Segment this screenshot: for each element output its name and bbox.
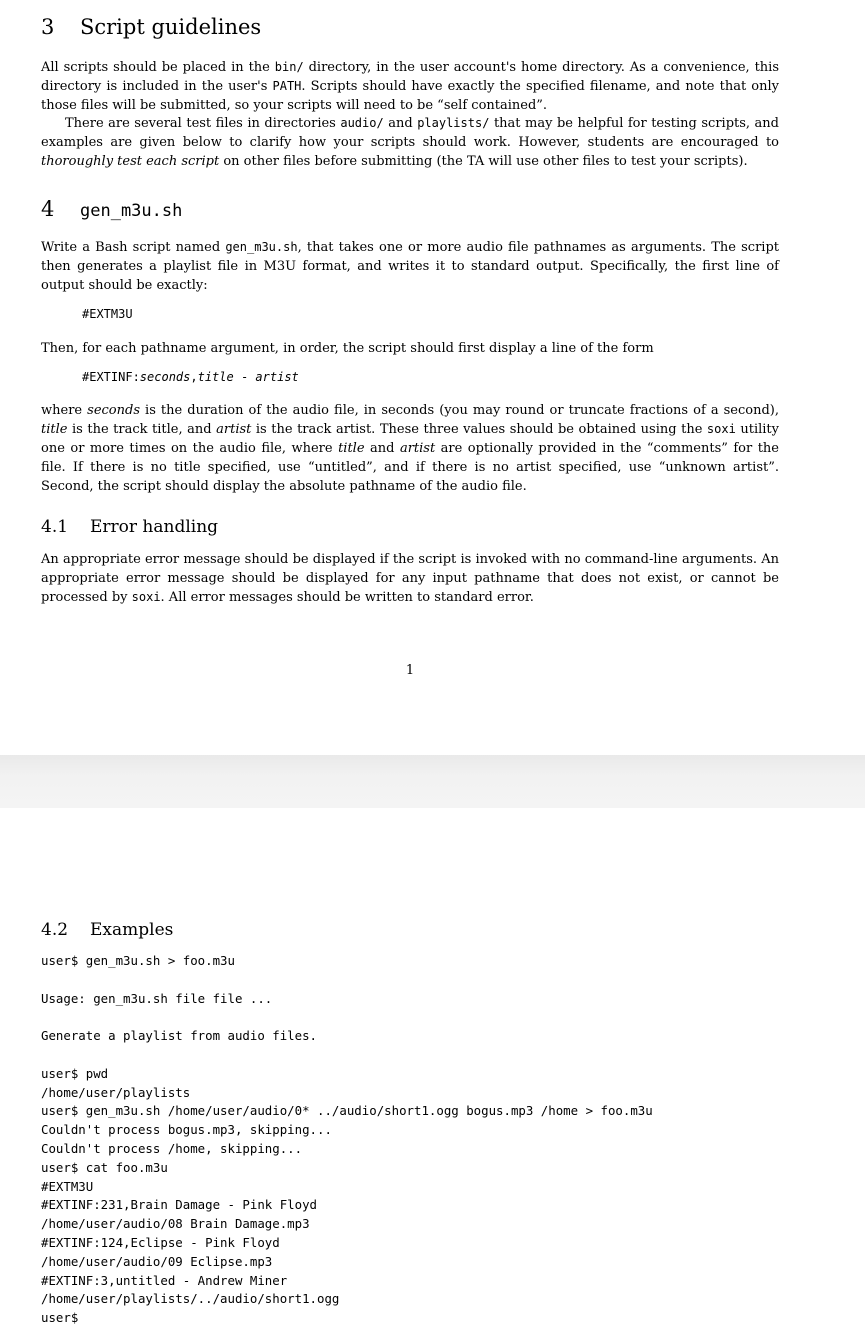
terminal-line: #EXTINF:124,Eclipse - Pink Floyd bbox=[41, 1234, 280, 1250]
terminal-line: /home/user/playlists bbox=[41, 1084, 191, 1100]
terminal-line: Usage: gen_m3u.sh file file ... bbox=[41, 990, 273, 1006]
text-run: , that takes one or more audio file pathnames as arguments. The script then generates a playlist file in M3U format, and writes it to standard output. Specifically, the first line of output should be exactly: bbox=[41, 240, 779, 293]
terminal-line: Couldn't process bogus.mp3, skipping... bbox=[41, 1122, 332, 1138]
emphasis-run: seconds bbox=[87, 403, 140, 418]
placeholder-title: title bbox=[197, 370, 234, 384]
document-page-2 bbox=[0, 808, 865, 1341]
terminal-line: Generate a playlist from audio files. bbox=[41, 1028, 318, 1044]
text-run: and bbox=[383, 116, 418, 131]
code-run: soxi bbox=[706, 422, 736, 436]
script-guidelines-paragraph-2 bbox=[41, 114, 779, 171]
section-4-1-heading bbox=[41, 517, 218, 537]
section-3-heading bbox=[41, 15, 261, 39]
code-run: - bbox=[233, 370, 256, 384]
code-run: gen_m3u.sh bbox=[225, 240, 298, 254]
section-title: Error handling bbox=[90, 517, 219, 537]
terminal-line: user$ bbox=[41, 1310, 79, 1326]
emphasis-run: artist bbox=[399, 441, 436, 456]
page-number: 1 bbox=[405, 663, 415, 678]
section-title: Examples bbox=[90, 920, 174, 940]
text-run: There are several test files in directories bbox=[65, 116, 341, 131]
text-run: All scripts should be placed in the bbox=[41, 60, 275, 75]
script-guidelines-paragraph-1 bbox=[41, 58, 779, 115]
terminal-line: user$ cat foo.m3u bbox=[41, 1159, 168, 1175]
code-run: playlists/ bbox=[417, 116, 490, 130]
text-run: utility one or more times on the audio file, where bbox=[41, 422, 779, 456]
text-run: . Scripts should have exactly the specified filename, and note that only those files will be submitted, so your scripts will need to be “self contained”. bbox=[41, 79, 779, 113]
terminal-line: #EXTINF:3,untitled - Andrew Miner bbox=[41, 1272, 288, 1288]
section-4-2-heading bbox=[41, 920, 173, 940]
text-run: that may be helpful for testing scripts, and examples are given below to clarify how your scripts should work. However, students are encouraged to bbox=[41, 116, 780, 150]
terminal-line: #EXTM3U bbox=[41, 1178, 94, 1194]
terminal-line: /home/user/audio/08 Brain Damage.mp3 bbox=[41, 1216, 310, 1232]
section-number: 4.1 bbox=[41, 517, 69, 537]
terminal-example bbox=[41, 952, 653, 1328]
text-run: is the duration of the audio file, in seconds (you may round or truncate fractions of a second), bbox=[140, 403, 779, 418]
text-run: and bbox=[364, 441, 400, 456]
terminal-line: user$ gen_m3u.sh > foo.m3u bbox=[41, 953, 235, 968]
terminal-line: /home/user/playlists/../audio/short1.ogg bbox=[41, 1291, 340, 1307]
code-run: , bbox=[190, 370, 198, 384]
text-run: directory, in the user account's home directory. As a convenience, this directory is included in the user's bbox=[41, 60, 779, 94]
terminal-line: /home/user/audio/09 Eclipse.mp3 bbox=[41, 1253, 273, 1269]
emphasis-run: artist bbox=[216, 422, 252, 437]
code-run: bin/ bbox=[274, 60, 304, 74]
section-number: 4 bbox=[41, 197, 55, 221]
extinf-code-line bbox=[82, 370, 299, 384]
code-run: #EXTINF: bbox=[82, 370, 140, 384]
gen-m3u-paragraph-1 bbox=[41, 238, 779, 295]
gen-m3u-paragraph-3 bbox=[41, 401, 779, 496]
text-run: Write a Bash script named bbox=[41, 240, 226, 255]
code-run: audio/ bbox=[340, 116, 384, 130]
emphasis-run: title bbox=[41, 422, 68, 437]
terminal-line: #EXTINF:231,Brain Damage - Pink Floyd bbox=[41, 1197, 318, 1213]
terminal-line: user$ gen_m3u.sh /home/user/audio/0* ../audio/short1.ogg bogus.mp3 /home > foo.m3u bbox=[41, 1103, 653, 1119]
text-run: . All error messages should be written to standard error. bbox=[160, 590, 534, 605]
code-run: soxi bbox=[131, 590, 161, 604]
placeholder-seconds: seconds bbox=[139, 370, 191, 384]
error-handling-paragraph bbox=[41, 550, 779, 607]
emphasis-run: title bbox=[338, 441, 365, 456]
page-separator bbox=[0, 755, 865, 808]
placeholder-artist: artist bbox=[255, 370, 299, 384]
section-number: 3 bbox=[41, 15, 55, 39]
terminal-line: Couldn't process /home, skipping... bbox=[41, 1140, 303, 1156]
section-title: gen_m3u.sh bbox=[80, 201, 183, 221]
text-run: where bbox=[41, 403, 88, 418]
section-title: Script guidelines bbox=[80, 15, 262, 39]
section-4-heading bbox=[41, 197, 182, 221]
text-run: An appropriate error message should be displayed if the script is invoked with no command-line arguments. An appropriate error message should be displayed for any input pathname that does not exist, or cannot be processed by bbox=[41, 552, 779, 605]
text-run: is the track artist. These three values should be obtained using the bbox=[251, 422, 707, 437]
extm3u-code-line: #EXTM3U bbox=[82, 307, 133, 321]
section-number: 4.2 bbox=[41, 920, 69, 940]
text-run: is the track title, and bbox=[67, 422, 217, 437]
code-run: PATH bbox=[272, 79, 302, 93]
gen-m3u-paragraph-2: Then, for each pathname argument, in order, the script should first display a line of the form bbox=[41, 341, 654, 356]
text-run: are optionally provided in the “comments” for the file. If there is no title specified, use “untitled”, and if there is no artist specified, use “unknown artist”. Second, the script should display the absolute pathname of the audio file. bbox=[41, 441, 779, 494]
text-run: on other files before submitting (the TA will use other files to test your scripts). bbox=[219, 154, 748, 169]
emphasis-run: thoroughly test each script bbox=[41, 154, 220, 169]
terminal-line: user$ pwd bbox=[41, 1065, 109, 1081]
